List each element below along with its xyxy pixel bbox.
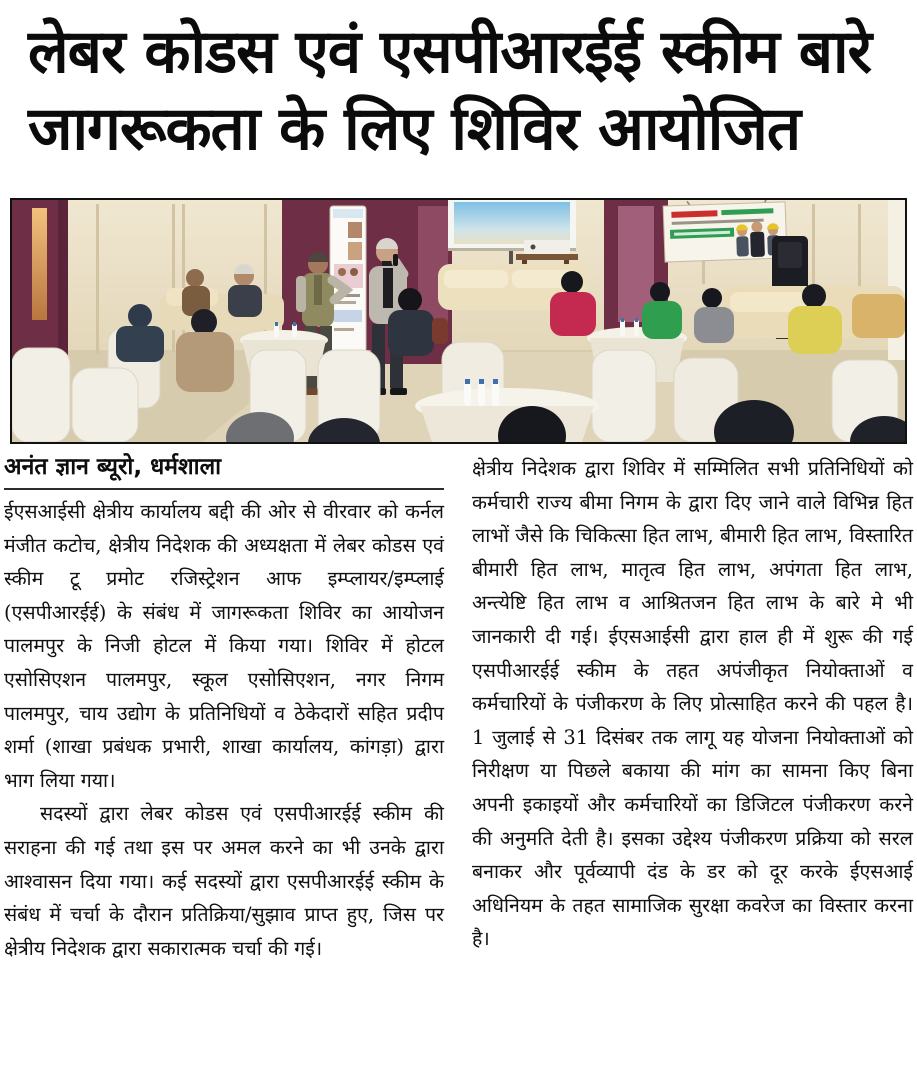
- body-paragraph-2: सदस्यों द्वारा लेबर कोडस एवं एसपीआरईई स्कीम की सराहना की गई तथा इस पर अमल करने का भी उनके द्वारा आश्वासन दिया गया। कई सदस्यों द्वारा एसपीआरईई स्कीम के संबंध में चर्चा के दौरान प्रतिक्रिया/सुझाव प्राप्त हुए, जिस पर क्षेत्रीय निदेशक द्वारा सकारात्मक चर्चा की गई।: [4, 802, 444, 960]
- right-column: [472, 452, 913, 956]
- wall-maroon-left: [12, 200, 68, 372]
- banner-worker-figure-left: [736, 224, 749, 256]
- conference-room-scene: [12, 200, 905, 442]
- event-banner: [663, 200, 787, 262]
- byline: अनंत ज्ञान ब्यूरो, धर्मशाला: [4, 454, 222, 480]
- headline-line-1: लेबर कोडस एवं एसपीआरईई स्कीम बारे: [28, 17, 872, 87]
- left-column: [4, 452, 444, 965]
- news-photo: [10, 198, 907, 444]
- body-paragraph-1: ईएसआईसी क्षेत्रीय कार्यालय बद्दी की ओर से वीरवार को कर्नल मंजीत कटोच, क्षेत्रीय निदेशक की अध्यक्षता में लेबर कोडस एवं स्कीम टू प्रमोट रजिस्ट्रेशन आफ इम्प्लायर/इम्प्लाई (एसपीआरईई) के संबंध में जागरूकता शिविर का आयोजन पालमपुर के निजी होटल में किया गया। शिविर में होटल एसोसिएशन पालमपुर, स्कूल एसोसिएशन, नगर निगम पालमपुर, चाय उद्योग के प्रतिनिधियों व ठेकेदारों सहित प्रदीप शर्मा (शाखा प्रबंधक प्रभारी, शाखा कार्यालय, कांगड़ा) द्वारा भाग लिया गया।: [4, 500, 444, 792]
- wall-bench-left: [160, 288, 284, 330]
- byline-rule: [4, 488, 444, 490]
- headline-line-2: जागरूकता के लिए शिविर आयोजित: [28, 94, 801, 164]
- article-headline: [28, 14, 900, 168]
- body-paragraph-3: क्षेत्रीय निदेशक द्वारा शिविर में सम्मिलित सभी प्रतिनिधियों को कर्मचारी राज्य बीमा निगम के द्वारा दिए जाने वाले विभिन्न हित लाभों जैसे कि चिकित्सा हित लाभ, बीमारी हित लाभ, विस्तारित बीमारी हित लाभ, मातृत्व हित लाभ, अपंगता हित लाभ, अन्त्येष्टि हित लाभ व आश्रितजन हित लाभ के बारे मे भी जानकारी दी गई। ईएसआईसी द्वारा हाल ही में शुरू की गई एसपीआरईई स्कीम के तहत अपंजीकृत नियोक्ताओं व कर्मचारियों के पंजीकरण के लिए प्रोत्साहित करने की पहल है। 1 जुलाई से 31 दिसंबर तक लागू यह योजना नियोक्ताओं को निरीक्षण या पिछले बकाया की मांग का सामना किए बिना अपनी इकाइयों और कर्मचारियों का डिजिटल पंजीकरण करने की अनुमति देती है। इसका उद्देश्य पंजीकरण प्रक्रिया को सरल बनाकर और पूर्वव्यापी दंड के डर को दूर करके ईएसआई अधिनियम के तहत सामाजिक सुरक्षा कवरेज का विस्तार करना है।: [472, 457, 913, 951]
